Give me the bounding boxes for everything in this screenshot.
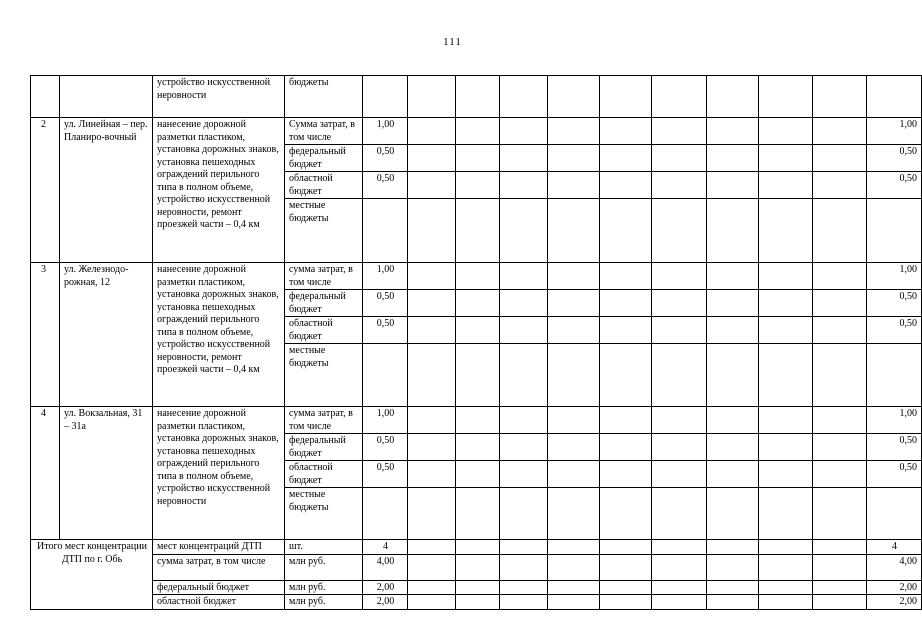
value-cell: 0,50	[363, 434, 408, 461]
source-cell: местные бюджеты	[285, 344, 363, 407]
page-number: 111	[443, 36, 462, 48]
total-cell: 0,50	[867, 461, 922, 488]
total-cell: 1,00	[867, 118, 922, 145]
value-cell: 2,00	[363, 595, 408, 610]
totals-label: Итого мест концентрации ДТП по г. Обь	[31, 540, 153, 610]
location-cell: ул. Линейная – пер. Планиро-вочный	[60, 118, 153, 263]
source-cell: областной бюджет	[285, 172, 363, 199]
unit-cell: млн руб.	[285, 554, 363, 580]
table-row	[31, 554, 922, 580]
unit-cell: шт.	[285, 540, 363, 555]
total-cell: 0,50	[867, 290, 922, 317]
value-cell	[363, 199, 408, 263]
source-cell: местные бюджеты	[285, 199, 363, 263]
value-cell: 0,50	[363, 461, 408, 488]
source-cell: федеральный бюджет	[285, 290, 363, 317]
source-cell: областной бюджет	[285, 461, 363, 488]
value-cell: 1,00	[363, 118, 408, 145]
value-cell: 2,00	[363, 580, 408, 595]
total-cell: 0,50	[867, 434, 922, 461]
total-cell: 2,00	[867, 580, 922, 595]
total-cell	[867, 488, 922, 540]
total-cell: 4,00	[867, 554, 922, 580]
totals-item: областной бюджет	[153, 595, 285, 610]
total-cell: 1,00	[867, 407, 922, 434]
value-cell	[363, 344, 408, 407]
measure-cell: нанесение дорожной разметки пластиком, установка дорожных знаков, установка пешеходных ограждений перильного типа в полном объеме, устройство искусственной неровности, ремонт проезжей части – 0,4 км	[153, 118, 285, 263]
totals-item: мест концентраций ДТП	[153, 540, 285, 555]
source-cell: местные бюджеты	[285, 488, 363, 540]
total-cell: 2,00	[867, 595, 922, 610]
table-row	[31, 76, 922, 118]
value-cell	[363, 488, 408, 540]
total-cell: 1,00	[867, 263, 922, 290]
total-cell: 0,50	[867, 145, 922, 172]
measure-cell: нанесение дорожной разметки пластиком, установка дорожных знаков, установка пешеходных ограждений перильного типа в полном объеме, устройство искусственной неровности, ремонт проезжей части – 0,4 км	[153, 263, 285, 407]
measure-cell: нанесение дорожной разметки пластиком, установка дорожных знаков, установка пешеходных ограждений перильного типа в полном объеме, устройство искусственной неровности	[153, 407, 285, 540]
source-cell: сумма затрат, в том числе	[285, 263, 363, 290]
unit-cell: млн руб.	[285, 580, 363, 595]
row-number: 4	[31, 407, 60, 540]
value-cell: 1,00	[363, 263, 408, 290]
row-number: 3	[31, 263, 60, 407]
table-row	[31, 407, 922, 434]
measure-cell: устройство искусственной неровности	[153, 76, 285, 118]
total-cell	[867, 344, 922, 407]
source-cell: сумма затрат, в том числе	[285, 407, 363, 434]
totals-item: сумма затрат, в том числе	[153, 554, 285, 580]
value-cell: 0,50	[363, 290, 408, 317]
value-cell: 0,50	[363, 145, 408, 172]
total-cell: 4	[867, 540, 922, 555]
budget-table	[30, 75, 922, 610]
total-cell: 0,50	[867, 317, 922, 344]
unit-cell: млн руб.	[285, 595, 363, 610]
source-cell: федеральный бюджет	[285, 434, 363, 461]
value-cell: 0,50	[363, 172, 408, 199]
value-cell: 1,00	[363, 407, 408, 434]
value-cell: 4,00	[363, 554, 408, 580]
table-row	[31, 540, 922, 555]
source-cell: бюджеты	[285, 76, 363, 118]
source-cell: областной бюджет	[285, 317, 363, 344]
table-row	[31, 263, 922, 290]
total-cell	[867, 199, 922, 263]
source-cell: Сумма затрат, в том числе	[285, 118, 363, 145]
value-cell: 4	[363, 540, 408, 555]
source-cell: федеральный бюджет	[285, 145, 363, 172]
location-cell: ул. Вокзальная, 31 – 31а	[60, 407, 153, 540]
total-cell: 0,50	[867, 172, 922, 199]
table-row	[31, 580, 922, 595]
location-cell: ул. Железнодо-рожная, 12	[60, 263, 153, 407]
totals-item: федеральный бюджет	[153, 580, 285, 595]
table-row	[31, 595, 922, 610]
table-row	[31, 118, 922, 145]
row-number: 2	[31, 118, 60, 263]
value-cell: 0,50	[363, 317, 408, 344]
